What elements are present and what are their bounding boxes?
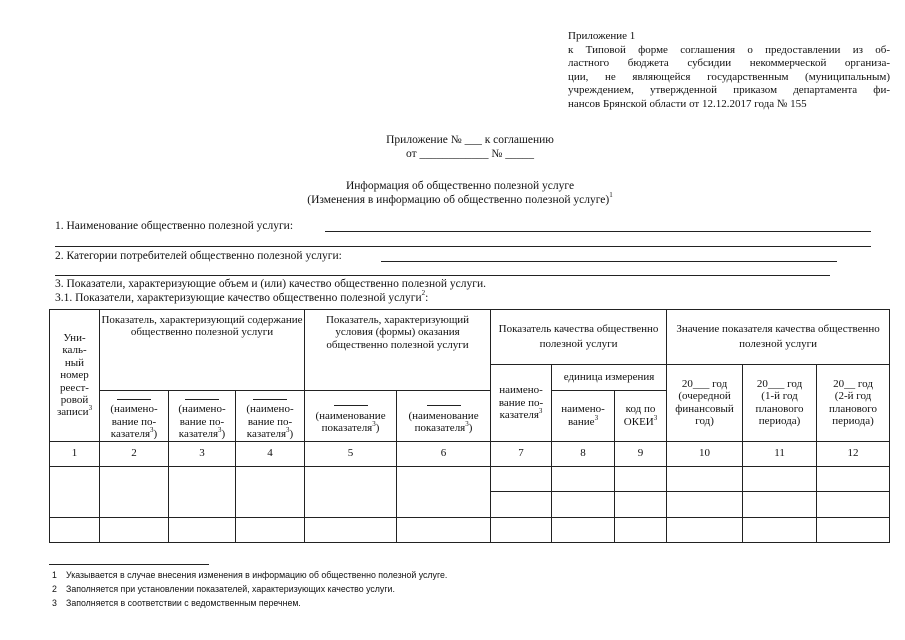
header-unit-of-measure: единица измерения [552, 365, 667, 391]
table-cell[interactable] [491, 466, 552, 491]
footnote-text: Заполняется при установлении показателей, характеризующих качество услуги. [66, 584, 395, 594]
hdr-text: ) [289, 428, 294, 441]
hdr-line [398, 422, 489, 434]
quality-indicators-table [49, 309, 890, 543]
footnotes [52, 568, 447, 610]
hdr-line: ный [64, 356, 85, 369]
footnote-number: 3 [52, 598, 57, 608]
hdr-line [553, 413, 613, 428]
hdr-line: (2-й год [834, 390, 872, 403]
footnote-ref: 3 [88, 404, 93, 413]
hdr-line: 20___ год [681, 378, 728, 390]
footnote-number: 1 [52, 570, 57, 580]
hdr-line: наимено- [499, 384, 543, 397]
hdr-line [306, 422, 395, 434]
table-cell[interactable] [667, 466, 743, 491]
header-value-year-2 [743, 365, 817, 442]
hdr-line: год) [695, 415, 714, 428]
table-cell[interactable] [615, 517, 667, 542]
hdr-text: вание [567, 415, 595, 428]
hdr-text: казателя [178, 428, 219, 441]
hdr-line: (очередной [678, 390, 731, 403]
blank-line [398, 397, 489, 409]
header-conditions-sub-2 [397, 391, 491, 442]
appendix-line-1: к Типовой форме соглашения о предоставлении из об- [568, 43, 890, 56]
consumer-categories-line-2[interactable] [55, 275, 830, 276]
table-cell[interactable] [615, 491, 667, 517]
consumer-categories-label: 2. Категории потребителей общественно полезной услуги: [55, 250, 342, 262]
col-number: 3 [169, 441, 236, 466]
hdr-line: вание по- [498, 396, 544, 409]
table-cell[interactable] [743, 491, 817, 517]
header-conditions-sub-1 [305, 391, 397, 442]
header-quality-name [491, 365, 552, 442]
footnote-text: Указывается в случае внесения изменения в информацию об общественно полезной услуге. [66, 570, 448, 580]
blank-line [306, 397, 395, 409]
table-cell[interactable] [169, 466, 236, 517]
blank-line [101, 391, 167, 403]
appendix-header [568, 30, 890, 112]
footnote-number: 2 [52, 584, 57, 594]
hdr-line: 20___ год [756, 378, 803, 390]
footnote-ref: 3 [653, 413, 658, 422]
footnote-ref: 3 [372, 420, 376, 429]
table-cell[interactable] [305, 466, 397, 517]
table-cell[interactable] [100, 466, 169, 517]
appendix-title: Приложение 1 [568, 30, 636, 42]
hdr-line: (наимено- [178, 403, 226, 416]
header-value-year-1 [667, 365, 743, 442]
hdr-text: ) [375, 422, 380, 435]
hdr-text: ) [221, 428, 226, 441]
section-3-1-text: 3.1. Показатели, характеризующие качество общественно полезной услуги [55, 292, 422, 304]
section-3-1-colon: : [425, 292, 429, 304]
table-cell[interactable] [667, 491, 743, 517]
hdr-line [101, 428, 167, 440]
table-cell[interactable] [169, 517, 236, 542]
table-cell[interactable] [552, 517, 615, 542]
table-cell[interactable] [397, 466, 491, 517]
column-numbers-row [50, 441, 890, 466]
hdr-text: казателя [110, 428, 151, 441]
col-number: 8 [552, 441, 615, 466]
hdr-line: периода) [832, 415, 874, 428]
col-number: 6 [397, 441, 491, 466]
table-cell[interactable] [305, 517, 397, 542]
table-cell[interactable] [817, 491, 890, 517]
footnote-1 [52, 568, 447, 582]
section-3-1-heading [55, 291, 428, 305]
table-cell[interactable] [743, 466, 817, 491]
table-cell[interactable] [552, 491, 615, 517]
col-number: 7 [491, 441, 552, 466]
hdr-line: 20__ год [833, 378, 873, 390]
section-3-heading: 3. Показатели, характеризующие объем и (или) качество общественно полезной услуги. [55, 278, 486, 290]
footnote-3 [52, 596, 447, 610]
table-row [50, 517, 890, 542]
header-value-year-3 [817, 365, 890, 442]
footnote-text: Заполняется в соответствии с ведомственным перечнем. [66, 598, 301, 608]
appendix-line-2: ластного бюджета субсидии некоммерческой организа- [568, 57, 890, 70]
footnote-ref: 3 [538, 407, 543, 416]
footnote-ref: 3 [218, 426, 222, 435]
appendix-line-4: учреждением, утвержденной приказом департамента фи- [568, 84, 890, 97]
document-title [180, 179, 740, 207]
header-conditions-indicator: Показатель, характеризующий условия (формы) оказания общественно полезной услуги [305, 310, 491, 391]
col-number: 9 [615, 441, 667, 466]
footnote-ref: 3 [150, 426, 154, 435]
hdr-line: финансовый [675, 402, 734, 415]
col-number: 12 [817, 441, 890, 466]
hdr-line: (наимено- [246, 403, 294, 416]
hdr-line [492, 409, 550, 421]
blank-line [170, 391, 234, 403]
table-cell[interactable] [236, 466, 305, 517]
col-number: 10 [667, 441, 743, 466]
hdr-line: Уни- [63, 331, 86, 344]
header-content-indicator: Показатель, характеризующий содержание общественно полезной услуги [100, 310, 305, 391]
header-content-sub-2 [169, 391, 236, 442]
hdr-line: вание по- [247, 415, 293, 428]
header-content-sub-3 [236, 391, 305, 442]
hdr-line [237, 428, 303, 440]
hdr-line: периода) [758, 415, 801, 428]
footnote-2 [52, 582, 447, 596]
table-cell[interactable] [817, 517, 890, 542]
service-name-label: 1. Наименование общественно полезной услуги: [55, 220, 294, 232]
table-cell[interactable] [50, 517, 100, 542]
agreement-line-2: от ____________ № _____ [406, 148, 534, 160]
footnote-ref: 1 [609, 191, 613, 199]
table-cell[interactable] [491, 517, 552, 542]
title-line-2-text: (Изменения в информацию об общественно полезной услуге) [307, 194, 610, 206]
hdr-text: казателя [499, 409, 539, 422]
title-line-1: Информация об общественно полезной услуге [345, 180, 575, 192]
table-cell[interactable] [667, 517, 743, 542]
header-unit-name [552, 391, 615, 442]
agreement-reference [330, 133, 610, 161]
title-line-2 [180, 193, 740, 207]
col-number: 11 [743, 441, 817, 466]
footnote-ref: 3 [286, 426, 290, 435]
table-cell[interactable] [743, 517, 817, 542]
hdr-text: показателя [321, 422, 373, 435]
hdr-line: ровой [60, 393, 89, 406]
hdr-line: наимено- [561, 403, 605, 416]
hdr-text: ) [153, 428, 158, 441]
table-cell[interactable] [50, 466, 100, 517]
col-number: 4 [236, 441, 305, 466]
hdr-text: казателя [246, 428, 287, 441]
appendix-line-5: нансов Брянской области от 12.12.2017 года № 155 [568, 97, 807, 110]
table-cell[interactable] [491, 491, 552, 517]
hdr-line: код по [625, 403, 656, 416]
hdr-line: реест- [60, 381, 89, 394]
table-cell[interactable] [615, 466, 667, 491]
hdr-line [170, 428, 234, 440]
hdr-line: (наименование [408, 409, 479, 422]
header-quality-value: Значение показателя качества общественно полезной услуги [667, 310, 890, 365]
footnote-ref: 2 [421, 289, 426, 297]
table-row [50, 466, 890, 491]
hdr-line [616, 413, 665, 428]
blank-line [237, 391, 303, 403]
hdr-text: показателя [414, 422, 466, 435]
header-unit-code [615, 391, 667, 442]
hdr-line: (наимено- [110, 403, 158, 416]
hdr-line: планового [829, 402, 878, 415]
footnote-ref: 3 [594, 413, 599, 422]
hdr-text: ОКЕИ [623, 415, 654, 428]
footnote-ref: 3 [465, 420, 469, 429]
service-name-line-2[interactable] [55, 246, 871, 247]
service-name-line[interactable] [325, 231, 871, 232]
header-quality-indicator: Показатель качества общественно полезной услуги [491, 310, 667, 365]
table-cell[interactable] [817, 466, 890, 491]
hdr-line: каль- [62, 344, 87, 357]
hdr-line [51, 406, 98, 418]
hdr-line: номер [60, 369, 89, 382]
col-number: 2 [100, 441, 169, 466]
consumer-categories-line[interactable] [381, 261, 837, 262]
hdr-line: (наименование [315, 409, 386, 422]
header-unique-record-number [50, 310, 100, 442]
appendix-line-3: ции, не являющейся государственным (муниципальным) [568, 70, 890, 83]
col-number: 5 [305, 441, 397, 466]
hdr-text: ) [468, 422, 473, 435]
table-cell[interactable] [236, 517, 305, 542]
col-number: 1 [50, 441, 100, 466]
table-cell[interactable] [397, 517, 491, 542]
table-cell[interactable] [552, 466, 615, 491]
agreement-line-1: Приложение № ___ к соглашению [386, 134, 554, 146]
footnote-separator [49, 564, 209, 565]
hdr-line: (1-й год [761, 390, 798, 403]
hdr-line: вание по- [111, 415, 157, 428]
hdr-text: записи [56, 406, 89, 419]
hdr-line: вание по- [179, 415, 225, 428]
hdr-line: планового [755, 402, 804, 415]
table-cell[interactable] [100, 517, 169, 542]
header-content-sub-1 [100, 391, 169, 442]
